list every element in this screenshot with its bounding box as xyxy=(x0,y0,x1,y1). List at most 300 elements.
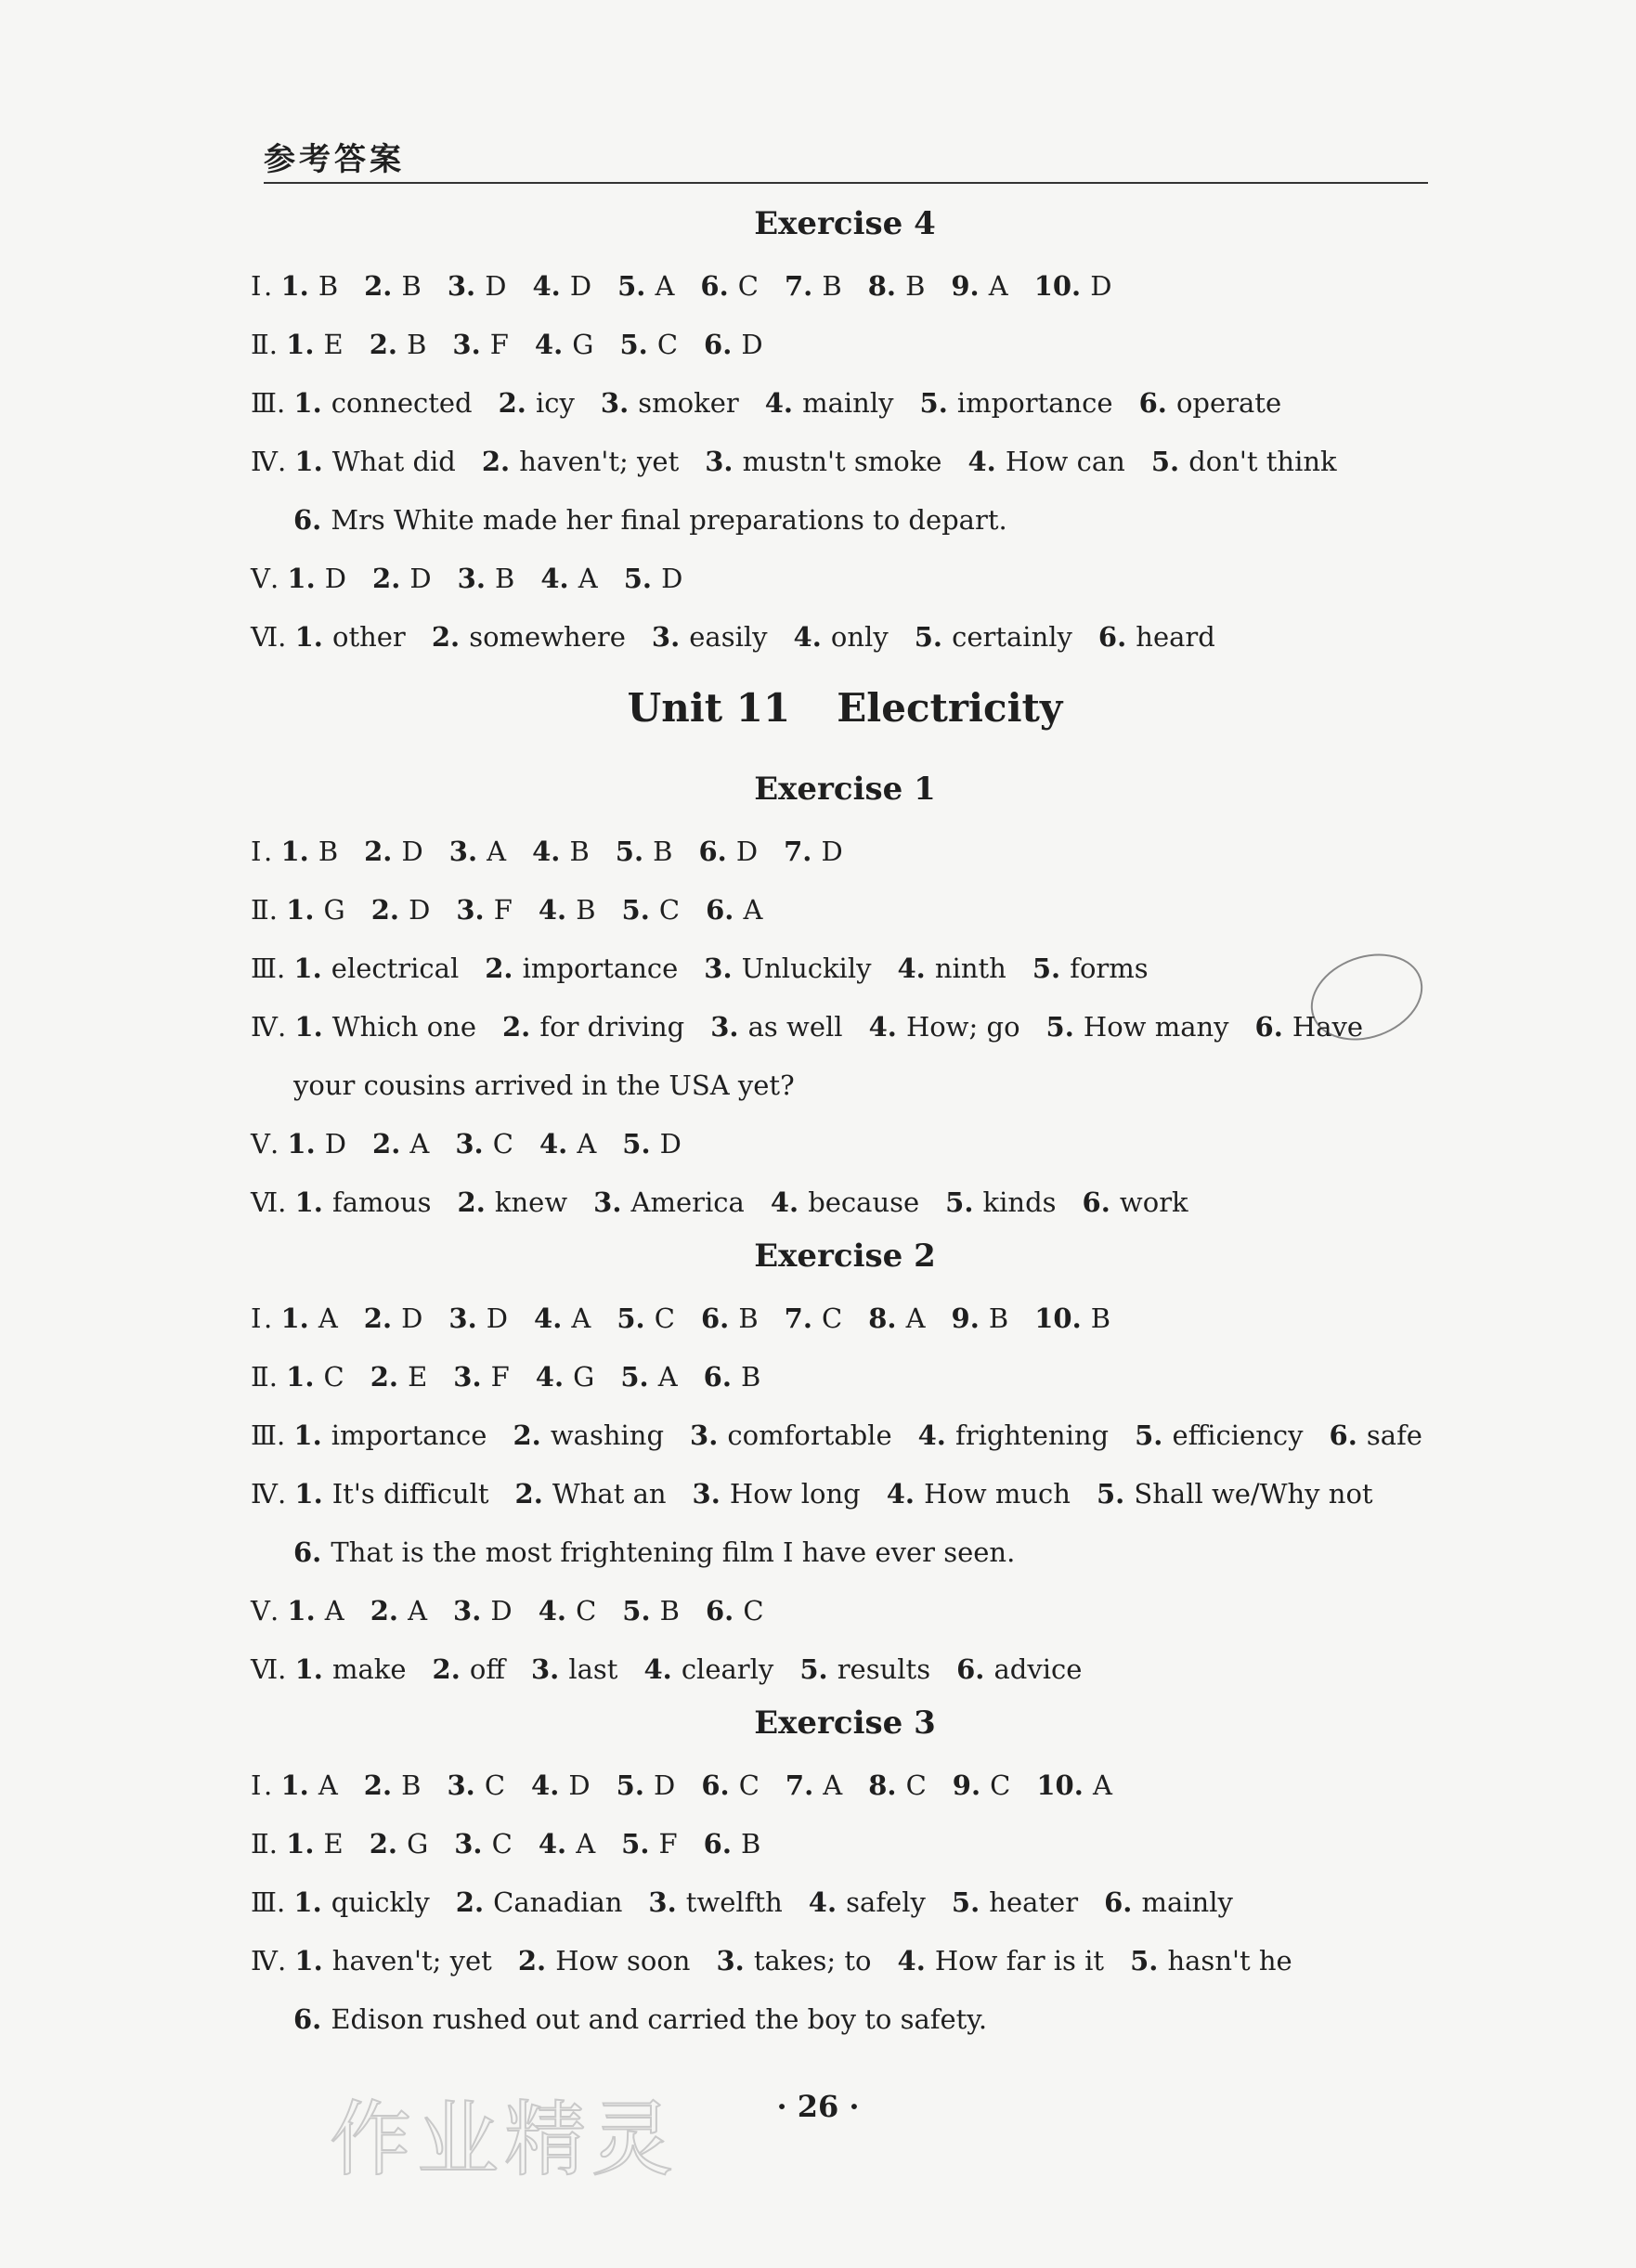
answer-text: certainly xyxy=(952,621,1072,653)
answer-item xyxy=(534,1302,591,1334)
answer-number: 2. xyxy=(370,894,409,926)
answer-text: other xyxy=(331,621,406,653)
answer-text: make xyxy=(331,1653,407,1685)
answer-text: C xyxy=(656,329,679,360)
answer-item xyxy=(518,1945,691,1976)
answer-item xyxy=(294,1478,488,1510)
answer-line xyxy=(251,1290,1439,1348)
section-dot: . xyxy=(276,953,294,984)
answer-item xyxy=(619,329,678,360)
answer-text: G xyxy=(572,329,594,360)
answer-line xyxy=(251,823,1439,881)
answer-item xyxy=(286,894,345,926)
answer-item xyxy=(1135,1419,1303,1451)
answer-line xyxy=(251,1056,1439,1115)
answer-item xyxy=(620,1361,677,1393)
answer-item xyxy=(1139,387,1282,419)
answer-item xyxy=(293,1536,1015,1568)
answer-item xyxy=(956,1653,1082,1685)
answer-text: F xyxy=(658,1828,678,1860)
answer-text: C xyxy=(323,1361,344,1393)
answer-item xyxy=(952,1886,1078,1918)
answer-item xyxy=(295,1653,407,1685)
answer-number: 9. xyxy=(952,1769,991,1801)
answer-number: 4. xyxy=(534,1302,572,1334)
section-dot: . xyxy=(277,1478,295,1510)
answer-item xyxy=(286,1361,344,1393)
answer-item xyxy=(370,329,427,360)
answer-text: A xyxy=(823,1769,843,1801)
answer-text: advice xyxy=(993,1653,1083,1685)
answer-number: 2. xyxy=(370,1361,409,1393)
answer-item xyxy=(794,621,889,653)
answer-item xyxy=(286,329,344,360)
answer-line xyxy=(251,550,1439,608)
answer-text: C xyxy=(576,1595,597,1626)
answer-number: 6. xyxy=(706,894,744,926)
answer-text: C xyxy=(654,1302,675,1334)
section-dot: . xyxy=(264,1302,281,1334)
answer-number: 6. xyxy=(703,1361,742,1393)
answer-number: 1. xyxy=(280,836,318,867)
answer-number: 4. xyxy=(917,1419,955,1451)
answer-item xyxy=(868,1769,927,1801)
answer-item xyxy=(294,446,455,477)
answer-text: D xyxy=(741,329,763,360)
answer-item xyxy=(293,387,472,419)
section-dot: . xyxy=(278,1653,295,1685)
answer-item xyxy=(952,1302,1009,1334)
answer-text: How long xyxy=(729,1478,861,1510)
answer-number: 1. xyxy=(286,1828,324,1860)
answer-number: 1. xyxy=(294,621,332,653)
answer-item xyxy=(532,270,591,302)
answer-item xyxy=(287,1595,344,1626)
answer-item xyxy=(432,621,626,653)
answer-item xyxy=(539,1828,595,1860)
answer-number: 2. xyxy=(502,1011,540,1043)
answer-item xyxy=(455,1128,513,1160)
answer-item xyxy=(915,621,1072,653)
answer-text: C xyxy=(822,1302,843,1334)
answer-number: 3. xyxy=(600,387,639,419)
answer-text: F xyxy=(493,894,513,926)
answer-number: 1. xyxy=(294,1653,332,1685)
answer-item xyxy=(370,1361,428,1393)
answer-number: 6. xyxy=(701,1769,739,1801)
answer-text: D xyxy=(661,563,683,594)
answer-item xyxy=(1032,953,1149,984)
answer-number: 1. xyxy=(294,446,332,477)
section-dot: . xyxy=(264,270,281,302)
answer-text: Shall we/Why not xyxy=(1134,1478,1373,1510)
answer-item xyxy=(869,1011,1020,1043)
answer-item xyxy=(809,1886,926,1918)
answer-text: A xyxy=(571,1302,591,1334)
answer-item xyxy=(652,621,768,653)
answer-item xyxy=(448,1302,508,1334)
answer-number: 6. xyxy=(1082,1186,1120,1218)
answer-text: G xyxy=(323,894,345,926)
answer-item xyxy=(704,329,763,360)
answer-item xyxy=(1083,1186,1188,1218)
answer-number: 3. xyxy=(456,894,494,926)
exercise-title: Exercise 3 xyxy=(754,1704,936,1742)
answer-number: 3. xyxy=(454,1828,492,1860)
answer-text: don't think xyxy=(1188,446,1337,477)
answer-item xyxy=(704,953,871,984)
answer-item xyxy=(690,1419,892,1451)
answer-number: 5. xyxy=(1045,1011,1084,1043)
answer-item xyxy=(622,1595,680,1626)
answer-text: haven't; yet xyxy=(519,446,680,477)
answer-number: 4. xyxy=(897,953,935,984)
answer-number: 3. xyxy=(447,270,486,302)
answer-number: 6. xyxy=(700,270,738,302)
answer-number: 1. xyxy=(287,563,325,594)
answer-number: 3. xyxy=(448,836,487,867)
answer-number: 1. xyxy=(286,329,324,360)
section-numeral: Ⅴ xyxy=(251,1128,270,1160)
answer-item xyxy=(945,1186,1056,1218)
answer-item xyxy=(280,270,338,302)
answer-item xyxy=(1046,1011,1229,1043)
answer-number: 4. xyxy=(643,1653,682,1685)
answer-item xyxy=(785,270,842,302)
answer-item xyxy=(502,1011,684,1043)
answer-text: D xyxy=(490,1595,513,1626)
answer-text: D xyxy=(821,836,843,867)
answer-number: 6. xyxy=(1254,1011,1292,1043)
answer-text: work xyxy=(1119,1186,1188,1218)
answer-item xyxy=(293,1886,429,1918)
answer-item xyxy=(1034,270,1112,302)
answer-item xyxy=(617,270,674,302)
answer-text: comfortable xyxy=(727,1419,892,1451)
answer-number: 2. xyxy=(363,1769,402,1801)
answer-text: D xyxy=(401,836,423,867)
answer-number: 5. xyxy=(622,1595,660,1626)
answer-item xyxy=(1097,1478,1373,1510)
answer-text: D xyxy=(659,1128,682,1160)
section-dot: . xyxy=(269,1595,288,1626)
answer-text: B xyxy=(407,329,427,360)
answer-number: 4. xyxy=(886,1478,925,1510)
answer-number: 6. xyxy=(293,504,331,536)
section-dot: . xyxy=(269,563,288,594)
answer-number: 7. xyxy=(785,270,823,302)
answer-text: your cousins arrived in the USA yet? xyxy=(293,1069,795,1101)
answer-text: C xyxy=(492,1128,513,1160)
answer-text: G xyxy=(573,1361,595,1393)
page-number: · 26 · xyxy=(776,2089,860,2124)
answer-number: 5. xyxy=(619,329,657,360)
answer-text: D xyxy=(324,1128,347,1160)
answer-item xyxy=(700,270,759,302)
answer-text: B xyxy=(1090,1302,1111,1334)
answer-number: 2. xyxy=(498,387,536,419)
answer-item xyxy=(898,1945,1105,1976)
section-dot: . xyxy=(268,894,287,926)
answer-item xyxy=(786,1769,842,1801)
answer-text: B xyxy=(569,836,590,867)
answer-number: 1. xyxy=(280,1769,318,1801)
answer-number: 7. xyxy=(784,836,822,867)
answer-text: operate xyxy=(1175,387,1282,419)
answer-line xyxy=(251,1990,1439,2049)
answer-text: D xyxy=(486,1302,509,1334)
answer-line xyxy=(251,257,1439,316)
answer-number: 2. xyxy=(431,621,470,653)
answer-number: 4. xyxy=(532,270,570,302)
answer-text: D xyxy=(735,836,759,867)
answer-item xyxy=(920,387,1113,419)
answer-number: 1. xyxy=(293,1886,331,1918)
section-numeral: Ⅱ xyxy=(251,1361,269,1393)
answer-number: 1. xyxy=(286,1361,324,1393)
answer-number: 4. xyxy=(532,836,570,867)
answer-number: 4. xyxy=(808,1886,847,1918)
section-dot: . xyxy=(264,1769,281,1801)
section-numeral: Ⅳ xyxy=(251,446,278,477)
answer-item xyxy=(918,1419,1110,1451)
answer-text: C xyxy=(484,1769,506,1801)
answer-content xyxy=(251,200,1439,2049)
answer-number: 7. xyxy=(784,1302,823,1334)
answer-text: washing xyxy=(550,1419,665,1451)
answer-number: 2. xyxy=(455,1886,494,1918)
answer-number: 1. xyxy=(293,387,331,419)
answer-number: 2. xyxy=(370,1595,409,1626)
answer-number: 9. xyxy=(951,1302,989,1334)
unit-number: Unit 11 xyxy=(627,685,791,731)
answer-text: B xyxy=(741,1361,761,1393)
answer-number: 2. xyxy=(457,1186,495,1218)
answer-line xyxy=(251,1523,1439,1582)
answer-number: 5. xyxy=(1150,446,1189,477)
answer-item xyxy=(448,270,507,302)
answer-item xyxy=(456,1886,623,1918)
header-title: 参考答案 xyxy=(264,141,405,178)
answer-item xyxy=(364,270,422,302)
answer-number: 6. xyxy=(700,1302,739,1334)
answer-number: 1. xyxy=(280,270,318,302)
answer-text: ninth xyxy=(934,953,1006,984)
answer-text: as well xyxy=(747,1011,843,1043)
answer-text: B xyxy=(576,894,596,926)
answer-number: 1. xyxy=(294,1186,332,1218)
answer-number: 5. xyxy=(945,1186,983,1218)
answer-text: D xyxy=(485,270,507,302)
answer-number: 5. xyxy=(1135,1419,1173,1451)
answer-number: 6. xyxy=(698,836,736,867)
answer-item xyxy=(453,1595,513,1626)
answer-item xyxy=(701,1302,759,1334)
answer-number: 6. xyxy=(1329,1419,1367,1451)
section-dot: . xyxy=(277,1945,295,1976)
answer-text: somewhere xyxy=(469,621,626,653)
answer-number: 8. xyxy=(867,270,906,302)
answer-item xyxy=(515,1478,667,1510)
answer-text: easily xyxy=(689,621,768,653)
answer-item xyxy=(293,1069,795,1101)
answer-text: clearly xyxy=(681,1653,774,1685)
answer-number: 1. xyxy=(293,953,331,984)
answer-item xyxy=(953,1769,1011,1801)
answer-line xyxy=(251,374,1439,433)
answer-text: importance xyxy=(956,387,1113,419)
answer-item xyxy=(540,563,597,594)
answer-line xyxy=(251,1173,1439,1232)
answer-number: 3. xyxy=(453,1595,491,1626)
answer-item xyxy=(1130,1945,1292,1976)
answer-text: It's difficult xyxy=(331,1478,489,1510)
answer-number: 1. xyxy=(294,1011,332,1043)
answer-line xyxy=(251,1932,1439,1990)
answer-item xyxy=(1098,621,1215,653)
answer-number: 3. xyxy=(692,1478,730,1510)
answer-number: 6. xyxy=(1104,1886,1142,1918)
answer-line xyxy=(251,608,1439,667)
answer-text: connected xyxy=(331,387,473,419)
answer-number: 6. xyxy=(705,1595,744,1626)
answer-number: 1. xyxy=(293,1419,331,1451)
answer-text: only xyxy=(830,621,889,653)
answer-text: for driving xyxy=(539,1011,685,1043)
answer-number: 4. xyxy=(764,387,803,419)
answer-text: frightening xyxy=(955,1419,1110,1451)
answer-number: 8. xyxy=(868,1769,906,1801)
answer-text: How soon xyxy=(555,1945,691,1976)
answer-item xyxy=(887,1478,1071,1510)
section-numeral: Ⅴ xyxy=(251,1595,270,1626)
answer-text: haven't; yet xyxy=(331,1945,492,1976)
answer-number: 6. xyxy=(703,1828,742,1860)
answer-item xyxy=(293,2003,987,2035)
section-numeral: Ⅱ xyxy=(251,1828,269,1860)
answer-number: 3. xyxy=(452,329,490,360)
answer-item xyxy=(456,894,513,926)
answer-item xyxy=(1151,446,1337,477)
answer-text: D xyxy=(409,894,431,926)
answer-number: 5. xyxy=(617,270,656,302)
answer-text: A xyxy=(487,836,507,867)
answer-number: 2. xyxy=(364,270,402,302)
answer-item xyxy=(452,329,509,360)
answer-item xyxy=(617,1302,675,1334)
answer-item xyxy=(704,1361,761,1393)
unit-title xyxy=(251,667,1439,765)
answer-text: A xyxy=(318,1769,338,1801)
answer-text: A xyxy=(408,1595,428,1626)
section-dot: . xyxy=(268,329,287,360)
answer-number: 2. xyxy=(369,329,408,360)
answer-item xyxy=(280,1769,337,1801)
answer-item xyxy=(453,1361,510,1393)
answer-line xyxy=(251,998,1439,1056)
answer-text: E xyxy=(323,329,344,360)
answer-text: That is the most frightening film I have ever seen. xyxy=(331,1536,1016,1568)
answer-number: 2. xyxy=(363,1302,402,1334)
answer-text: heard xyxy=(1136,621,1215,653)
answer-text: C xyxy=(905,1769,927,1801)
answer-text: A xyxy=(578,563,598,594)
answer-number: 10. xyxy=(1036,1769,1093,1801)
exercise-title: Exercise 2 xyxy=(754,1238,936,1275)
answer-text: B xyxy=(822,270,842,302)
answer-item xyxy=(1104,1886,1233,1918)
answer-line xyxy=(251,1465,1439,1523)
answer-text: safely xyxy=(846,1886,926,1918)
answer-text: heater xyxy=(989,1886,1079,1918)
answer-text: C xyxy=(743,1595,764,1626)
answer-text: famous xyxy=(331,1186,432,1218)
answer-number: 3. xyxy=(447,1769,485,1801)
answer-text: C xyxy=(737,270,759,302)
section-numeral: Ⅲ xyxy=(251,953,277,984)
answer-number: 1. xyxy=(294,1478,332,1510)
answer-number: 5. xyxy=(621,894,659,926)
answer-item xyxy=(868,1302,925,1334)
answer-number: 3. xyxy=(704,953,742,984)
exercise-title: Exercise 4 xyxy=(754,205,936,242)
section-dot: . xyxy=(276,1419,294,1451)
answer-item xyxy=(482,446,679,477)
section-numeral: Ⅵ xyxy=(251,1653,279,1685)
answer-item xyxy=(868,270,926,302)
answer-text: twelfth xyxy=(685,1886,783,1918)
answer-item xyxy=(370,1595,427,1626)
answer-number: 6. xyxy=(293,2003,331,2035)
answer-item xyxy=(539,1128,596,1160)
answer-text: D xyxy=(569,270,592,302)
answer-item xyxy=(765,387,894,419)
answer-text: A xyxy=(655,270,675,302)
answer-number: 5. xyxy=(622,1128,660,1160)
answer-text: A xyxy=(577,1128,597,1160)
answer-item xyxy=(622,1128,682,1160)
answer-item xyxy=(280,1302,337,1334)
answer-number: 5. xyxy=(1032,953,1071,984)
answer-number: 3. xyxy=(705,446,743,477)
answer-item xyxy=(535,329,594,360)
answer-item xyxy=(704,1828,761,1860)
answer-number: 2. xyxy=(485,953,523,984)
answer-item xyxy=(622,894,681,926)
answer-item xyxy=(295,1186,432,1218)
section-numeral: Ⅲ xyxy=(251,387,277,419)
answer-text: D xyxy=(568,1769,591,1801)
answer-text: D xyxy=(1090,270,1112,302)
section-dot: . xyxy=(268,1828,287,1860)
answer-number: 3. xyxy=(648,1886,686,1918)
answer-text: B xyxy=(988,1302,1009,1334)
answer-text: How many xyxy=(1083,1011,1229,1043)
answer-text: because xyxy=(808,1186,920,1218)
answer-item xyxy=(898,953,1006,984)
answer-text: What an xyxy=(552,1478,667,1510)
answer-item xyxy=(648,1886,782,1918)
answer-number: 5. xyxy=(919,387,957,419)
answer-number: 7. xyxy=(785,1769,824,1801)
answer-number: 6. xyxy=(1138,387,1176,419)
answer-text: icy xyxy=(536,387,575,419)
answer-number: 4. xyxy=(897,1945,935,1976)
answer-number: 2. xyxy=(364,836,402,867)
section-numeral: Ⅳ xyxy=(251,1011,278,1043)
answer-number: 1. xyxy=(294,1945,332,1976)
answer-item xyxy=(616,836,673,867)
